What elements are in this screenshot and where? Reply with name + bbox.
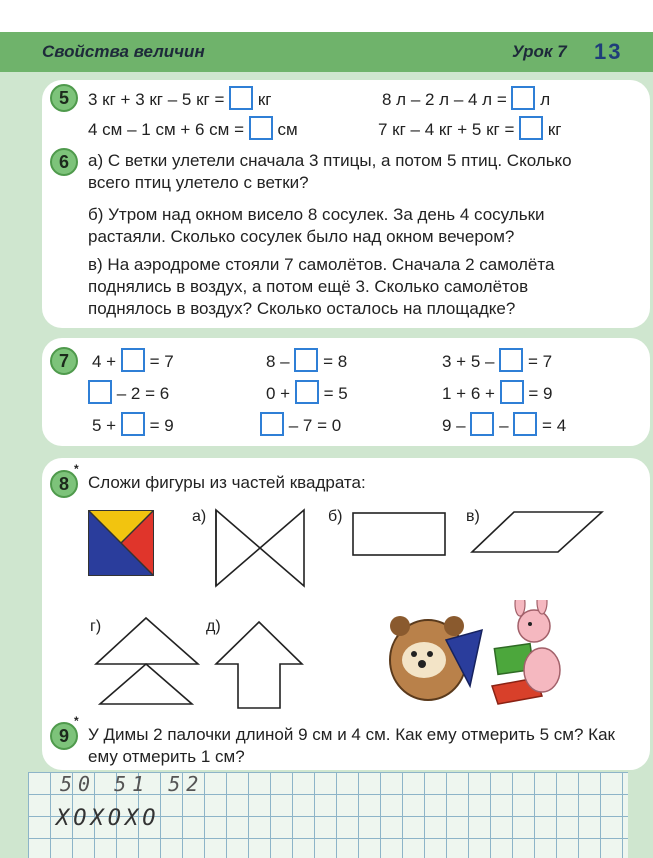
expr-part: = 5: [323, 384, 348, 403]
parallelogram-shape: [472, 512, 602, 552]
ex7-r3-a: [92, 412, 174, 437]
exercise-6-number: 6: [50, 148, 78, 176]
exercise-5-number: 5: [50, 84, 78, 112]
bear-eye: [427, 651, 433, 657]
piglet-body: [524, 648, 560, 692]
answer-box[interactable]: [499, 348, 523, 372]
answer-box[interactable]: [470, 412, 494, 436]
exercise-9-number: 9: [50, 722, 78, 750]
label-b: б): [328, 508, 343, 525]
bear-ear: [390, 616, 410, 636]
unit: см: [277, 120, 298, 139]
answer-box[interactable]: [513, 412, 537, 436]
figure-a-bowtie: [214, 508, 306, 588]
unit: л: [540, 90, 551, 109]
unit: кг: [257, 90, 272, 109]
bear-face: [402, 642, 446, 678]
answer-box[interactable]: [294, 348, 318, 372]
ex6-part-c: в) На аэродроме стояли 7 самолётов. Сначала 2 самолёта поднялись в воздух, а потом ещё 3. Сколько самолётов поднялось в воздух? Сколько осталось на площадке?: [88, 255, 555, 318]
expr-part: = 7: [527, 352, 553, 371]
expr-part: – 7 = 0: [288, 416, 342, 435]
ex5-line2-left: [88, 116, 298, 141]
answer-box[interactable]: [121, 348, 145, 372]
ex9-text: У Димы 2 палочки длиной 9 см и 4 см. Как ему отмерить 5 см? Как ему отмерить 1 см?: [88, 725, 615, 766]
page-header: [0, 32, 653, 72]
expr-part: – 2 = 6: [116, 384, 170, 403]
ex7-r3-b: [260, 412, 341, 437]
expr-part: –: [499, 416, 509, 435]
expr-part: 3 + 5 –: [442, 352, 495, 371]
ex5-expr-2: 8 л – 2 л – 4 л =: [382, 90, 507, 109]
ex6-part-a: а) С ветки улетели сначала 3 птицы, а потом 5 птиц. Сколько всего птиц улетело с ветки?: [88, 151, 572, 192]
ex6-part-b: б) Утром над окном висело 8 сосулек. За день 4 сосульки растаяли. Сколько сосулек было над окном вечером?: [88, 205, 545, 246]
ex5-line1-left: [88, 86, 271, 111]
unit: кг: [547, 120, 562, 139]
expr-part: = 7: [149, 352, 174, 371]
ex8-title: Сложи фигуры из частей квадрата:: [88, 473, 366, 492]
handwritten-numbers: 50 51 52: [60, 772, 205, 796]
answer-box[interactable]: [295, 380, 319, 404]
illustration-bear-and-piglet: [384, 600, 574, 710]
label-v: в): [466, 508, 480, 525]
piglet-ear: [515, 600, 525, 616]
bear-nose: [418, 660, 426, 668]
label-a: а): [192, 508, 207, 525]
page-number: 13: [594, 39, 623, 64]
handwritten-xo-pattern: XOXOXO: [56, 806, 160, 831]
exercise-7-number: 7: [50, 347, 78, 375]
lesson-label: Урок 7: [512, 42, 567, 61]
top-margin: [0, 0, 653, 32]
bowtie-shape: [216, 510, 304, 586]
ex7-r1-a: [92, 348, 174, 373]
answer-box[interactable]: [249, 116, 273, 140]
tangram-square: [88, 510, 154, 576]
piglet-eye: [528, 622, 532, 626]
section-title: Свойства величин: [42, 42, 205, 61]
figure-g-two-triangles: [92, 614, 202, 706]
label-d: д): [206, 618, 221, 635]
answer-box[interactable]: [229, 86, 253, 110]
ex5-expr-1: 3 кг + 3 кг – 5 кг =: [88, 90, 225, 109]
star-mark: *: [74, 714, 79, 728]
ex7-r1-b: [266, 348, 347, 373]
bear-ear: [444, 616, 464, 636]
expr-part: 8 –: [266, 352, 290, 371]
figure-d-arrow: [214, 620, 304, 710]
expr-part: = 4: [542, 416, 567, 435]
ex7-r2-a: [88, 380, 169, 405]
ex7-r1-c: [442, 348, 552, 373]
answer-box[interactable]: [500, 380, 524, 404]
ex5-line1-right: [382, 86, 550, 111]
expr-part: 5 +: [92, 416, 117, 435]
expr-part: 0 +: [266, 384, 291, 403]
piglet-ear: [537, 600, 547, 614]
expr-part: 9 –: [442, 416, 466, 435]
exercise-8-number: 8: [50, 470, 78, 498]
expr-part: = 8: [323, 352, 348, 371]
expr-part: 1 + 6 +: [442, 384, 495, 403]
figure-v-parallelogram: [470, 510, 604, 554]
answer-box[interactable]: [519, 116, 543, 140]
ex7-r2-b: [266, 380, 348, 405]
rectangle-shape: [353, 513, 445, 555]
ex5-expr-3: 4 см – 1 см + 6 см =: [88, 120, 245, 139]
bear-eye: [411, 651, 417, 657]
label-g: г): [90, 618, 102, 635]
expr-part: 4 +: [92, 352, 117, 371]
arrow-shape: [216, 622, 302, 708]
figure-b-rectangle: [352, 512, 446, 556]
answer-box[interactable]: [121, 412, 145, 436]
ex7-r2-c: [442, 380, 553, 405]
expr-part: = 9: [528, 384, 553, 403]
answer-box[interactable]: [260, 412, 284, 436]
ex7-r3-c: [442, 412, 566, 437]
star-mark: *: [74, 462, 79, 476]
answer-box[interactable]: [511, 86, 535, 110]
expr-part: = 9: [149, 416, 174, 435]
answer-box[interactable]: [88, 380, 112, 404]
ex5-line2-right: [378, 116, 561, 141]
ex5-expr-4: 7 кг – 4 кг + 5 кг =: [378, 120, 515, 139]
triangle-bottom: [100, 664, 192, 704]
triangle-top: [96, 618, 198, 664]
